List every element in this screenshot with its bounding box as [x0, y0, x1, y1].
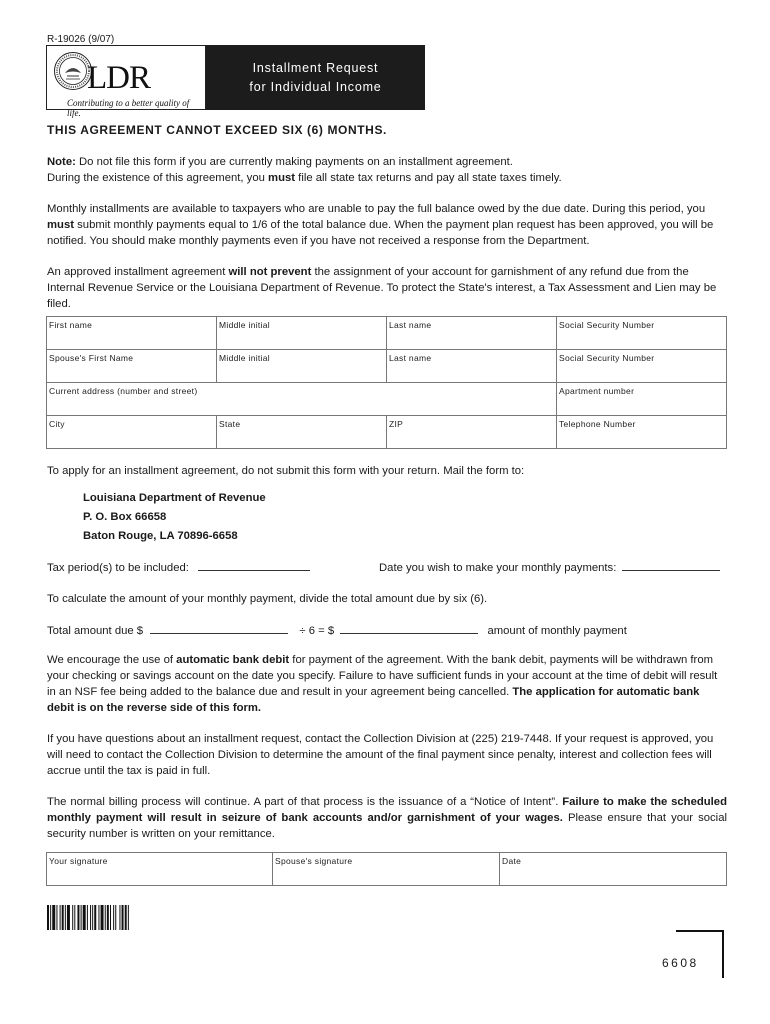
tax-period-row: [47, 559, 310, 576]
spouse-first-name-field[interactable]: [47, 350, 217, 383]
barcode-bar: [72, 905, 73, 930]
telephone-field[interactable]: [557, 416, 727, 449]
note-label: Note:: [47, 156, 76, 168]
barcode-bar: [87, 905, 88, 930]
spouse-middle-initial-label: Middle initial: [219, 353, 270, 363]
barcode-bar: [67, 905, 70, 930]
spouse-signature-field[interactable]: [273, 853, 500, 886]
note-text-2a: During the existence of this agreement, you: [47, 172, 269, 184]
bank-text-b: automatic bank debit: [176, 654, 290, 666]
billing-text-b: Failure to make the scheduled monthly payment will result in seizure of bank accounts and/or garnishment of your wages.: [47, 796, 727, 824]
barcode-bar: [56, 905, 57, 930]
zip-field[interactable]: [387, 416, 557, 449]
table-row: [47, 416, 727, 449]
barcode-bar: [77, 905, 79, 930]
address-line-2: P. O. Box 66658: [83, 511, 167, 523]
bank-text-a: We encourage the use of: [47, 654, 177, 666]
mail-instruction: To apply for an installment agreement, do not submit this form with your return. Mail the form to:: [47, 465, 525, 477]
apartment-number-field[interactable]: [557, 383, 727, 416]
monthly-amount-label: amount of monthly payment: [487, 625, 627, 637]
spouse-last-name-label: Last name: [389, 353, 432, 363]
your-signature-label: Your signature: [49, 856, 108, 866]
barcode-bar: [83, 905, 86, 930]
spouse-ssn-label: Social Security Number: [559, 353, 655, 363]
payment-date-row: [379, 559, 720, 576]
barcode-bar: [81, 905, 82, 930]
barcode-bar: [107, 905, 109, 930]
form-title: [206, 45, 425, 110]
zip-label: ZIP: [389, 419, 404, 429]
date-label: Date: [502, 856, 522, 866]
agreement-limit-headline: THIS AGREEMENT CANNOT EXCEED SIX (6) MONTHS.: [47, 123, 387, 137]
form-title-line-1: Installment Request: [252, 60, 379, 75]
address-line-1: Louisiana Department of Revenue: [83, 492, 266, 504]
city-label: City: [49, 419, 65, 429]
address-line-3: Baton Rouge, LA 70896-6658: [83, 530, 238, 542]
barcode-bar: [110, 905, 111, 930]
billing-text-a: The normal billing process will continue. A part of that process is the issuance of a “Notice of Intent”.: [47, 796, 563, 808]
note-paragraph: [47, 154, 727, 186]
telephone-label: Telephone Number: [559, 419, 636, 429]
total-amount-label: Total amount due $: [47, 625, 144, 637]
bank-text-c: for payment of the agreement. With the bank debit, payments will be withdrawn from your checking or savings account on the date you specify. Failure to have sufficient funds in your account at the time of debit will result in an NSF fee being added to the balance due and result in your agreement being cancelled.: [47, 654, 718, 698]
payment-date-label: Date you wish to make your monthly payments:: [379, 562, 617, 574]
state-field[interactable]: [217, 416, 387, 449]
approved-text-a: An approved installment agreement: [47, 266, 229, 278]
bank-text-d: The application for automatic bank debit is on the reverse side of this form.: [47, 686, 700, 714]
table-row: [47, 383, 727, 416]
monthly-installments-paragraph: [47, 201, 727, 249]
billing-text-c: Please ensure that your social security number is written on your remittance.: [47, 812, 727, 840]
monthly-text-b: must: [47, 219, 74, 231]
current-address-label: Current address (number and street): [49, 386, 198, 396]
signature-table: [46, 852, 727, 886]
mailing-address: [83, 489, 266, 546]
monthly-text-a: Monthly installments are available to taxpayers who are unable to pay the full balance owed by the due date. During this period, you: [47, 203, 706, 215]
table-row: [47, 853, 727, 886]
middle-initial-field[interactable]: [217, 317, 387, 350]
tax-period-label: Tax period(s) to be included:: [47, 562, 189, 574]
form-code: 6608: [662, 956, 699, 970]
ldr-logo-text: LDR: [87, 60, 150, 96]
spouse-ssn-field[interactable]: [557, 350, 727, 383]
first-name-field[interactable]: [47, 317, 217, 350]
logo-tagline: Contributing to a better quality of life.: [67, 98, 190, 118]
last-name-field[interactable]: [387, 317, 557, 350]
barcode-bar: [125, 905, 127, 930]
city-field[interactable]: [47, 416, 217, 449]
current-address-field[interactable]: [47, 383, 557, 416]
apartment-number-label: Apartment number: [559, 386, 635, 396]
bank-debit-paragraph: [47, 652, 727, 716]
barcode-bar: [105, 905, 106, 930]
barcode-bar: [47, 905, 49, 930]
date-field[interactable]: [500, 853, 727, 886]
monthly-text-c: submit monthly payments equal to 1/6 of the total balance due. When the payment plan request has been approved, you will be notified. You should make monthly payments even if you have not received a response from the Department.: [47, 219, 714, 247]
your-signature-field[interactable]: [47, 853, 273, 886]
last-name-label: Last name: [389, 320, 432, 330]
questions-paragraph: If you have questions about an installment request, contact the Collection Division at (225) 219-7448. If your request is approved, you will need to contact the Collection Division to determine the amount of the final payment since penalty, interest and collection fees will accrue until the tax is paid in full.: [47, 733, 714, 777]
barcode-icon: [47, 905, 171, 930]
barcode-bar: [94, 905, 96, 930]
barcode-bar: [65, 905, 66, 930]
ssn-label: Social Security Number: [559, 320, 655, 330]
barcode-bar: [62, 905, 64, 930]
calc-row: [47, 622, 627, 639]
barcode-bar: [115, 905, 116, 930]
approved-text-b: will not prevent: [228, 266, 312, 278]
total-amount-input[interactable]: [150, 622, 288, 634]
monthly-amount-input[interactable]: [340, 622, 478, 634]
note-text-2b: must: [268, 172, 296, 184]
barcode-bar: [50, 905, 51, 930]
spouse-first-name-label: Spouse's First Name: [49, 353, 134, 363]
table-row: [47, 317, 727, 350]
corner-mark: [676, 930, 724, 978]
barcode-bar: [122, 905, 124, 930]
calc-instruction: To calculate the amount of your monthly payment, divide the total amount due by six (6).: [47, 593, 488, 605]
approved-text-c: the assignment of your account for garnishment of any refund due from the Internal Revenue Service or the Louisiana Department of Revenue. To protect the State's interest, a Tax Assessment and Lien may be filed.: [47, 266, 717, 310]
state-label: State: [219, 419, 241, 429]
barcode-bar: [60, 905, 61, 930]
barcode-bar: [74, 905, 75, 930]
middle-initial-label: Middle initial: [219, 320, 270, 330]
billing-paragraph: [47, 794, 727, 842]
note-text-2c: file all state tax returns and pay all state taxes timely.: [295, 172, 562, 184]
spouse-middle-initial-field[interactable]: [217, 350, 387, 383]
form-number: R-19026 (9/07): [47, 34, 115, 45]
form-title-line-2: for Individual Income: [249, 79, 382, 94]
approved-agreement-paragraph: [47, 264, 727, 312]
spouse-signature-label: Spouse's signature: [275, 856, 353, 866]
barcode-bar: [98, 905, 99, 930]
ssn-field[interactable]: [557, 317, 727, 350]
first-name-label: First name: [49, 320, 93, 330]
barcode-bar: [113, 905, 114, 930]
barcode-bar: [90, 905, 91, 930]
barcode-bar: [101, 905, 104, 930]
ldr-logo: [46, 45, 206, 118]
barcode-bar: [92, 905, 93, 930]
tax-period-input[interactable]: [198, 559, 310, 571]
spouse-last-name-field[interactable]: [387, 350, 557, 383]
barcode-bar: [52, 905, 55, 930]
barcode-bar: [119, 905, 120, 930]
taxpayer-info-table: [46, 316, 727, 449]
payment-date-input[interactable]: [622, 559, 720, 571]
divide-six-label: ÷ 6 = $: [299, 625, 335, 637]
note-text-1: Do not file this form if you are currently making payments on an installment agreement.: [75, 156, 513, 168]
barcode-bar: [128, 905, 129, 930]
table-row: [47, 350, 727, 383]
